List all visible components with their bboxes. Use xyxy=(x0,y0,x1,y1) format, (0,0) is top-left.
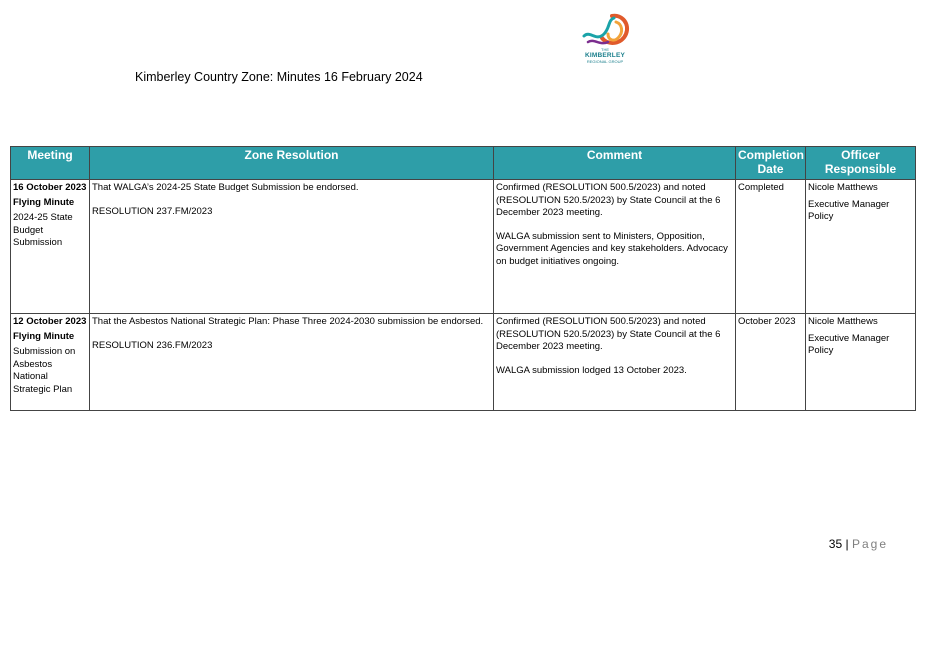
resolution-ref: RESOLUTION 237.FM/2023 xyxy=(92,205,213,217)
comment-paragraph-1: Confirmed (RESOLUTION 500.5/2023) and noted (RESOLUTION 520.5/2023) by State Council at the 6 December 2023 meeting. xyxy=(496,316,721,352)
col-header-completion-date: Completion Date xyxy=(736,147,806,180)
table-header-row xyxy=(11,147,916,180)
officer-cell xyxy=(806,314,916,411)
completion-cell: October 2023 xyxy=(736,314,806,411)
table-row xyxy=(11,180,916,314)
col-header-meeting: Meeting xyxy=(11,147,90,180)
officer-title: Executive Manager Policy xyxy=(808,198,890,222)
comment-cell xyxy=(494,314,736,411)
officer-name: Nicole Matthews xyxy=(808,182,878,193)
resolutions-table xyxy=(10,146,916,411)
resolution-text: That the Asbestos National Strategic Plan: Phase Three 2024-2030 submission be endorsed. xyxy=(92,316,484,327)
logo-line-2: KIMBERLEY xyxy=(584,52,626,59)
col-header-zone-resolution: Zone Resolution xyxy=(90,147,494,180)
table-row xyxy=(11,314,916,411)
comment-cell xyxy=(494,180,736,314)
completion-cell: Completed xyxy=(736,180,806,314)
officer-name: Nicole Matthews xyxy=(808,316,878,327)
page-number-footer xyxy=(829,537,888,551)
meeting-type: Flying Minute xyxy=(13,330,75,342)
page-separator: | xyxy=(845,537,849,551)
officer-cell xyxy=(806,180,916,314)
meeting-cell xyxy=(11,180,90,314)
logo-line-3: REGIONAL GROUP xyxy=(586,59,624,64)
logo-line-1: THE xyxy=(601,47,609,52)
meeting-topic: 2024-25 State Budget Submission xyxy=(13,212,73,248)
page-number: 35 xyxy=(828,537,843,551)
officer-title: Executive Manager Policy xyxy=(808,332,890,356)
document-title: Kimberley Country Zone: Minutes 16 February 2024 xyxy=(135,70,423,84)
resolution-ref: RESOLUTION 236.FM/2023 xyxy=(92,339,213,351)
comment-paragraph-1: Confirmed (RESOLUTION 500.5/2023) and noted (RESOLUTION 520.5/2023) by State Council at the 6 December 2023 meeting. xyxy=(496,182,721,218)
col-header-officer-responsible: Officer Responsible xyxy=(806,147,916,180)
meeting-cell xyxy=(11,314,90,411)
meeting-date: 12 October 2023 xyxy=(13,316,87,327)
resolution-text: That WALGA’s 2024-25 State Budget Submission be endorsed. xyxy=(92,182,359,193)
meeting-type: Flying Minute xyxy=(13,196,75,208)
meeting-date: 16 October 2023 xyxy=(13,182,87,193)
logo-wordmark xyxy=(578,47,632,64)
meeting-topic: Submission on Asbestos National Strategic Plan xyxy=(13,346,76,395)
comment-paragraph-2: WALGA submission lodged 13 October 2023. xyxy=(496,364,687,376)
comment-paragraph-2: WALGA submission sent to Ministers, Opposition, Government Agencies and key stakeholders. Advocacy on budget initiatives ongoing. xyxy=(496,230,728,267)
resolution-cell xyxy=(90,180,494,314)
resolution-cell xyxy=(90,314,494,411)
page-label: Page xyxy=(851,537,888,551)
col-header-comment: Comment xyxy=(494,147,736,180)
